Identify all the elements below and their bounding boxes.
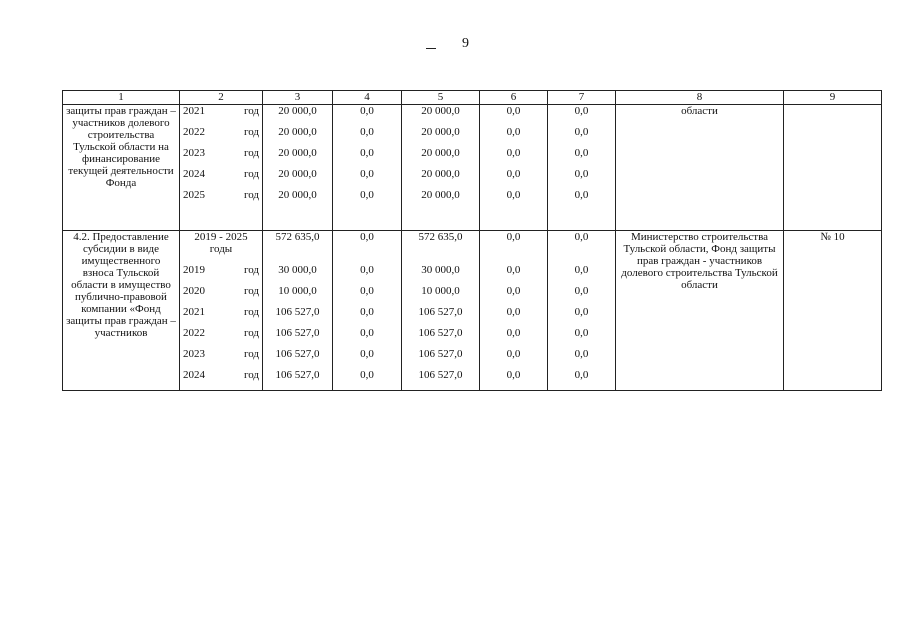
- col3-cell: [263, 231, 333, 391]
- amount-value: 0,0: [360, 285, 374, 297]
- header-cell: 8: [616, 91, 784, 105]
- header-cell: 3: [263, 91, 333, 105]
- amount-value: 0,0: [574, 264, 589, 276]
- amount-value: 0,0: [506, 147, 521, 159]
- header-cell: 6: [480, 91, 548, 105]
- year-value: 2019: [183, 264, 205, 276]
- amount-value: 20 000,0: [421, 189, 460, 201]
- amount-value: 0,0: [506, 168, 521, 180]
- result-cell: [784, 105, 882, 231]
- amount-value: 10 000,0: [278, 285, 317, 297]
- amount-value: 0,0: [574, 327, 589, 339]
- measure-description: защиты прав граждан – участников долевого строительства Тульской области на финансирование текущей деятельности Фонда: [63, 105, 180, 231]
- col3-cell: [263, 105, 333, 231]
- year-unit: год: [243, 147, 259, 159]
- amount-value: 0,0: [360, 348, 374, 360]
- amount-value: 0,0: [574, 168, 589, 180]
- amount-value: 106 527,0: [418, 369, 463, 381]
- year-unit: год: [243, 348, 259, 360]
- document-table: [62, 90, 882, 391]
- amount-value: 106 527,0: [418, 327, 463, 339]
- amount-value: 0,0: [574, 105, 589, 117]
- amount-value: 0,0: [506, 327, 521, 339]
- amount-value: 0,0: [506, 369, 521, 381]
- amount-value: 106 527,0: [275, 348, 320, 360]
- year-unit: год: [243, 264, 259, 276]
- amount-value: 106 527,0: [418, 348, 463, 360]
- year-unit: год: [243, 285, 259, 297]
- year-value: 2022: [183, 327, 205, 339]
- amount-value: 30 000,0: [278, 264, 317, 276]
- year-value: 2024: [183, 369, 205, 381]
- amount-value: 106 527,0: [275, 369, 320, 381]
- year-unit: год: [243, 306, 259, 318]
- amount-value: 30 000,0: [421, 264, 460, 276]
- amount-value: 0,0: [506, 231, 521, 243]
- amount-value: 10 000,0: [421, 285, 460, 297]
- col7-cell: [548, 105, 616, 231]
- year-value: 2020: [183, 285, 205, 297]
- amount-value: 20 000,0: [421, 168, 460, 180]
- amount-value: 0,0: [574, 147, 589, 159]
- col6-cell: [480, 231, 548, 391]
- measure-description: 4.2. Предоставление субсидии в виде имущественного взноса Тульской области в имущество публично-правовой компании «Фонд защиты прав граждан – участников: [63, 231, 180, 391]
- amount-value: 0,0: [360, 369, 374, 381]
- year-value: 2021: [183, 306, 205, 318]
- year-value: 2022: [183, 126, 205, 138]
- amount-value: 20 000,0: [278, 105, 317, 117]
- amount-value: 0,0: [506, 306, 521, 318]
- col4-cell: [333, 231, 402, 391]
- amount-value: 0,0: [574, 348, 589, 360]
- year-value: 2023: [183, 147, 205, 159]
- col4-cell: [333, 105, 402, 231]
- amount-value: 106 527,0: [275, 306, 320, 318]
- amount-value: 0,0: [360, 168, 374, 180]
- header-cell: 2: [180, 91, 263, 105]
- header-row: [63, 91, 882, 105]
- amount-value: 0,0: [360, 306, 374, 318]
- header-cell: 7: [548, 91, 616, 105]
- col5-cell: [402, 231, 480, 391]
- result-cell: № 10: [784, 231, 882, 391]
- table-row: [63, 231, 882, 391]
- amount-value: 0,0: [574, 231, 589, 243]
- col7-cell: [548, 231, 616, 391]
- period-label: 2019 - 2025 годы: [194, 231, 248, 255]
- amount-value: 0,0: [360, 231, 374, 243]
- executor-cell: области: [616, 105, 784, 231]
- amount-value: 0,0: [506, 189, 521, 201]
- amount-value: 20 000,0: [278, 168, 317, 180]
- amount-value: 0,0: [506, 348, 521, 360]
- amount-value: 0,0: [506, 105, 521, 117]
- amount-value: 0,0: [360, 105, 374, 117]
- header-cell: 4: [333, 91, 402, 105]
- amount-value: 0,0: [360, 327, 374, 339]
- amount-value: 106 527,0: [275, 327, 320, 339]
- amount-value: 0,0: [574, 369, 589, 381]
- year-unit: год: [243, 327, 259, 339]
- amount-value: 0,0: [506, 264, 521, 276]
- page-dash: [426, 48, 436, 49]
- amount-value: 0,0: [574, 189, 589, 201]
- col6-cell: [480, 105, 548, 231]
- amount-value: 106 527,0: [418, 306, 463, 318]
- amount-value: 0,0: [506, 285, 521, 297]
- amount-value: 572 635,0: [275, 231, 320, 243]
- amount-value: 0,0: [506, 126, 521, 138]
- amount-value: 572 635,0: [418, 231, 463, 243]
- year-unit: год: [243, 189, 259, 201]
- table-row: [63, 105, 882, 231]
- amount-value: 0,0: [574, 285, 589, 297]
- year-unit: год: [243, 105, 259, 117]
- executor-cell: Министерство строительства Тульской области, Фонд защиты прав граждан - участников долевого строительства Тульской области: [616, 231, 784, 391]
- amount-value: 0,0: [360, 264, 374, 276]
- amount-value: 0,0: [360, 126, 374, 138]
- amount-value: 20 000,0: [278, 189, 317, 201]
- amount-value: 20 000,0: [278, 147, 317, 159]
- year-value: 2024: [183, 168, 205, 180]
- year-unit: год: [243, 168, 259, 180]
- col5-cell: [402, 105, 480, 231]
- amount-value: 0,0: [574, 126, 589, 138]
- amount-value: 0,0: [360, 147, 374, 159]
- year-value: 2025: [183, 189, 205, 201]
- year-unit: год: [243, 126, 259, 138]
- years-cell: [180, 231, 263, 391]
- header-cell: 9: [784, 91, 882, 105]
- amount-value: 0,0: [574, 306, 589, 318]
- page-number: 9: [462, 36, 469, 51]
- year-unit: год: [243, 369, 259, 381]
- amount-value: 20 000,0: [421, 105, 460, 117]
- year-value: 2023: [183, 348, 205, 360]
- year-value: 2021: [183, 105, 205, 117]
- amount-value: 0,0: [360, 189, 374, 201]
- amount-value: 20 000,0: [278, 126, 317, 138]
- amount-value: 20 000,0: [421, 147, 460, 159]
- header-cell: 5: [402, 91, 480, 105]
- amount-value: 20 000,0: [421, 126, 460, 138]
- header-cell: 1: [63, 91, 180, 105]
- years-cell: [180, 105, 263, 231]
